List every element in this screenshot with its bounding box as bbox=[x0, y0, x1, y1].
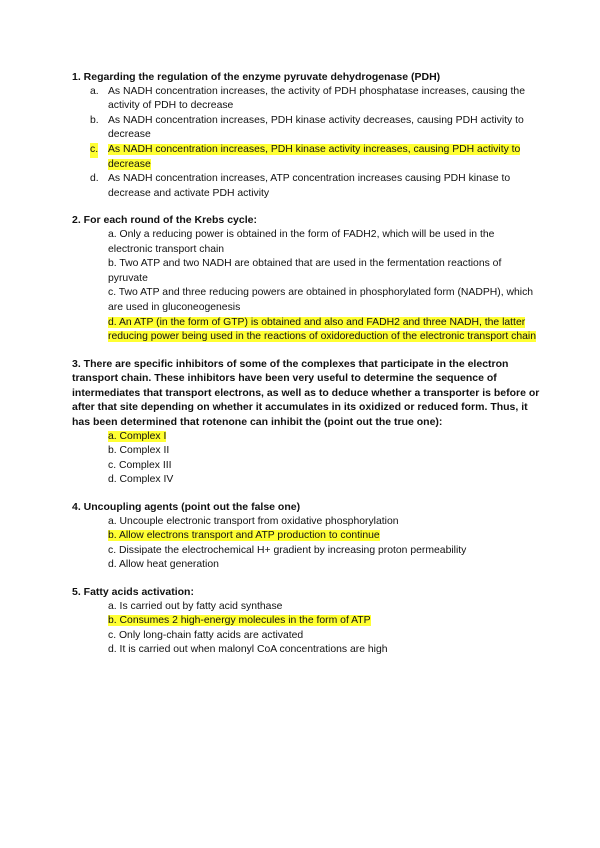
question-5-options bbox=[72, 600, 540, 658]
question-4-option-b bbox=[108, 529, 540, 544]
question-4 bbox=[72, 500, 540, 573]
option-label: b. bbox=[90, 114, 99, 126]
question-2-option-b: b. Two ATP and two NADH are obtained that are used in the fermentation reactions of pyruvate bbox=[108, 258, 502, 284]
option-text: As NADH concentration increases, the activity of PDH phosphatase increases, causing the activity of PDH to decrease bbox=[108, 85, 525, 112]
option-text-highlighted: b. Allow electrons transport and ATP production to continue bbox=[108, 530, 380, 542]
question-4-option-c: c. Dissipate the electrochemical H+ gradient by increasing proton permeability bbox=[108, 544, 467, 556]
question-5-option-a: a. Is carried out by fatty acid synthase bbox=[108, 600, 283, 612]
question-4-option-d: d. Allow heat generation bbox=[108, 559, 219, 571]
question-2 bbox=[72, 213, 540, 344]
question-5-option-c: c. Only long-chain fatty acids are activated bbox=[108, 629, 304, 641]
option-text: As NADH concentration increases, PDH kinase activity decreases, causing PDH activity to decrease bbox=[108, 114, 524, 141]
question-1-options bbox=[72, 85, 540, 202]
question-3-title: 3. There are specific inhibitors of some of the complexes that participate in the electron transport chain. These inhibitors have been very useful to determine the sequence of intermediates that transport electrons, as well as to deduce whether a transporter is before or after that site depending on whether it accumulates in its oxidized or reduced form. Thus, it has been determined that rotenone can inhibit the (point out the true one): bbox=[72, 357, 540, 429]
question-3-options bbox=[72, 430, 540, 488]
question-4-title: 4. Uncoupling agents (point out the false one) bbox=[72, 501, 301, 514]
question-1-option-b bbox=[72, 114, 540, 143]
question-5 bbox=[72, 585, 540, 658]
question-3-option-b: b. Complex II bbox=[108, 445, 170, 457]
option-text-highlighted: As NADH concentration increases, PDH kinase activity increases, causing PDH activity to decrease bbox=[108, 143, 521, 170]
option-text-highlighted: d. An ATP (in the form of GTP) is obtained and also and FADH2 and three NADH, the latter reducing power being used in the reactions of oxidoreduction of the electronic transport chain bbox=[108, 316, 537, 343]
question-2-option-a: a. Only a reducing power is obtained in the form of FADH2, which will be used in the electronic transport chain bbox=[108, 228, 495, 255]
option-text-highlighted: b. Consumes 2 high-energy molecules in the form of ATP bbox=[108, 615, 371, 627]
question-2-option-d bbox=[108, 316, 540, 345]
question-2-title: 2. For each round of the Krebs cycle: bbox=[72, 214, 257, 227]
question-3-option-d: d. Complex IV bbox=[108, 474, 174, 486]
question-5-title: 5. Fatty acids activation: bbox=[72, 586, 194, 598]
question-3-option-a bbox=[108, 430, 540, 445]
question-4-option-a: a. Uncouple electronic transport from oxidative phosphorylation bbox=[108, 515, 399, 527]
question-1-option-a bbox=[72, 85, 540, 114]
option-label: c. bbox=[90, 143, 98, 158]
question-3-option-c: c. Complex III bbox=[108, 459, 172, 471]
question-5-option-d: d. It is carried out when malonyl CoA concentrations are high bbox=[108, 644, 388, 656]
question-4-options bbox=[72, 515, 540, 573]
question-1-title: 1. Regarding the regulation of the enzyme pyruvate dehydrogenase (PDH) bbox=[72, 71, 441, 83]
option-text: As NADH concentration increases, ATP concentration increases causing PDH kinase to decrease and activate PDH activity bbox=[108, 173, 511, 199]
question-2-options bbox=[72, 228, 540, 345]
question-3 bbox=[72, 357, 540, 488]
question-2-option-c: c. Two ATP and three reducing powers are obtained in phosphorylated form (NADPH), which are used in gluconeogenesis bbox=[108, 287, 534, 313]
question-1 bbox=[72, 70, 540, 201]
option-label: a. bbox=[90, 85, 99, 97]
option-text-highlighted: a. Complex I bbox=[108, 430, 167, 442]
option-label: d. bbox=[90, 173, 99, 185]
question-1-option-d bbox=[72, 172, 540, 201]
question-1-option-c bbox=[72, 143, 540, 172]
question-5-option-b bbox=[108, 614, 540, 629]
